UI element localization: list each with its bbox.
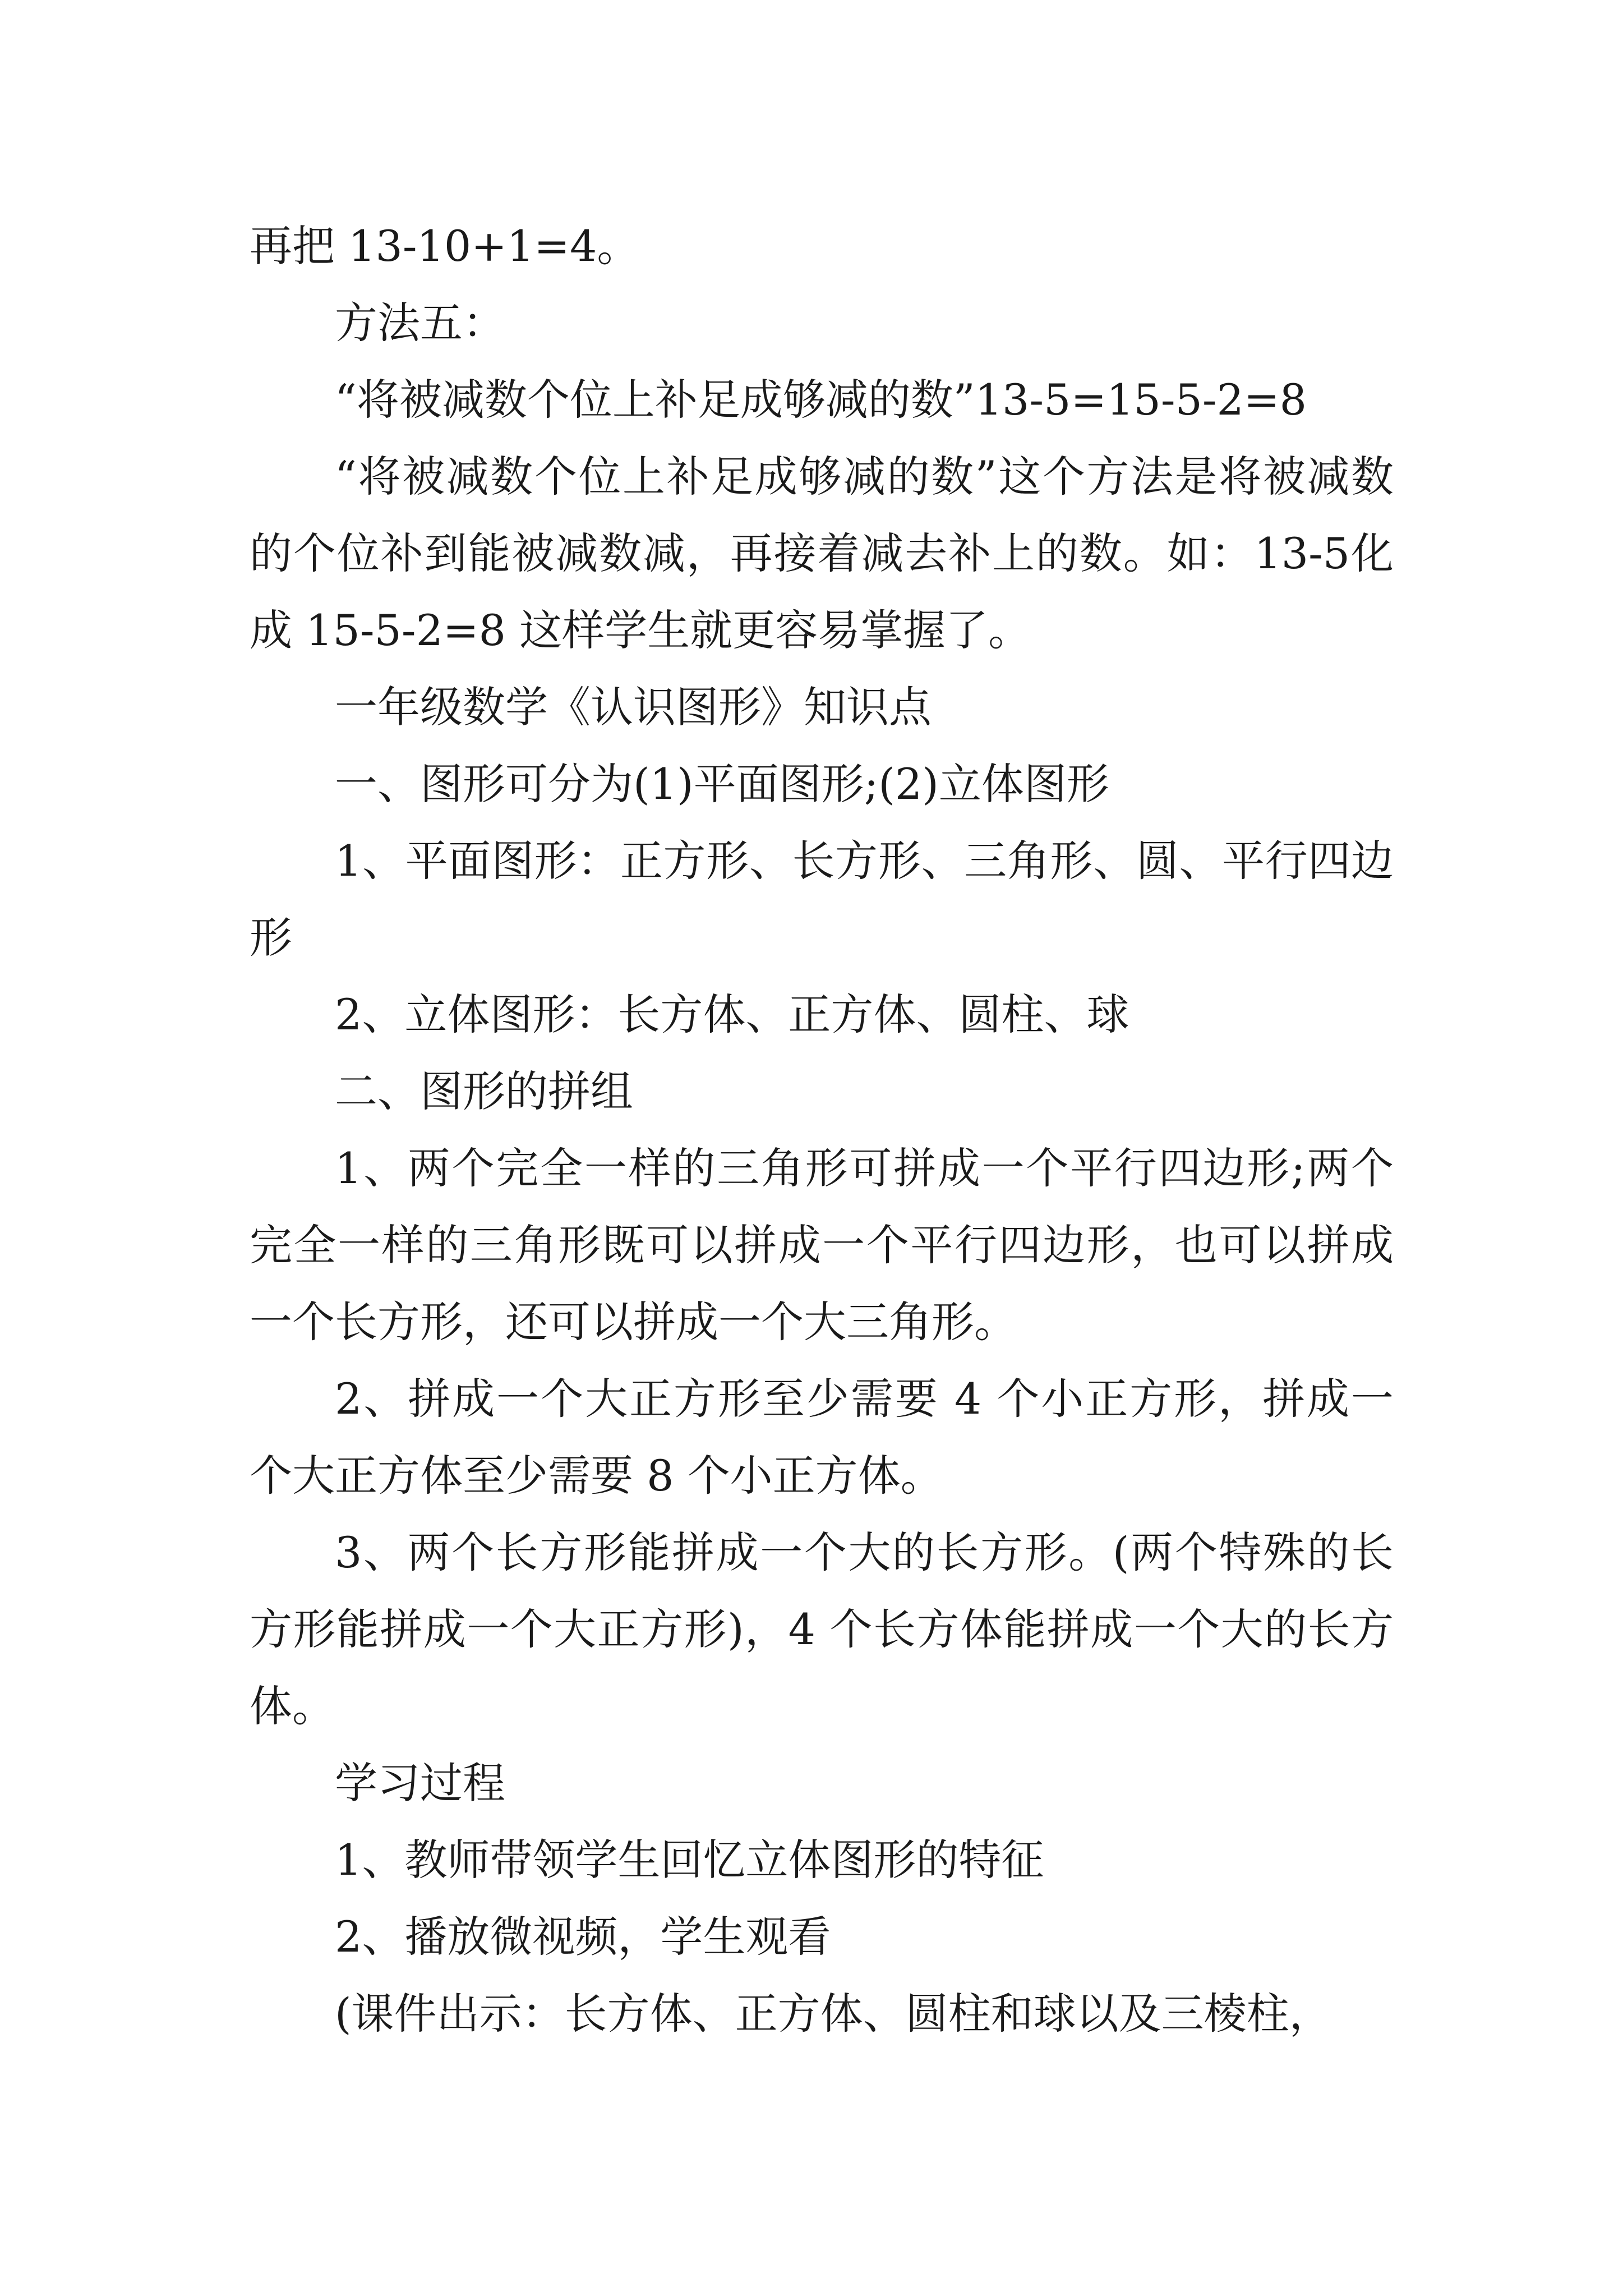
paragraph-courseware-display: (课件出示：长方体、正方体、圆柱和球以及三棱柱，	[335, 1989, 1332, 2039]
paragraph-learning-step-2: 2、播放微视频，学生观看	[335, 1912, 831, 1962]
paragraph-plane-shapes: 1、平面图形：正方形、长方形、三角形、圆、平行四边形	[250, 836, 1394, 963]
document-body	[250, 208, 1394, 2052]
paragraph-learning-step-1: 1、教师带领学生回忆立体图形的特征	[335, 1835, 1044, 1885]
paragraph-solid-shapes: 2、立体图形：长方体、正方体、圆柱、球	[335, 990, 1129, 1039]
paragraph-learning-process-heading: 学习过程	[335, 1758, 505, 1808]
paragraph-shape-combination-heading: 二、图形的拼组	[335, 1066, 633, 1116]
paragraph-shape-categories: 一、图形可分为(1)平面图形;(2)立体图形	[335, 759, 1109, 809]
paragraph-method-five-formula: “将被减数个位上补足成够减的数”13-5=15-5-2=8	[335, 375, 1307, 425]
paragraph-method-five-heading: 方法五：	[335, 298, 505, 348]
section-title-shapes: 一年级数学《认识图形》知识点	[335, 682, 932, 732]
paragraph-method-five-explanation: “将被减数个位上补足成够减的数”这个方法是将被减数的个位补到能被减数减，再接着减去补上的数。如：13-5化成 15-5-2=8 这样学生就更容易掌握了。	[250, 452, 1394, 655]
paragraph-squares-combination: 2、拼成一个大正方形至少需要 4 个小正方形，拼成一个大正方体至少需要 8 个小正方体。	[250, 1374, 1394, 1501]
paragraph-rectangles-combination: 3、两个长方形能拼成一个大的长方形。(两个特殊的长方形能拼成一个大正方形)，4 个长方体能拼成一个大的长方体。	[250, 1527, 1394, 1731]
paragraph-triangles-combination: 1、两个完全一样的三角形可拼成一个平行四边形;两个完全一样的三角形既可以拼成一个平行四边形，也可以拼成一个长方形，还可以拼成一个大三角形。	[250, 1143, 1394, 1347]
paragraph-continuation: 再把 13-10+1=4。	[250, 221, 640, 271]
